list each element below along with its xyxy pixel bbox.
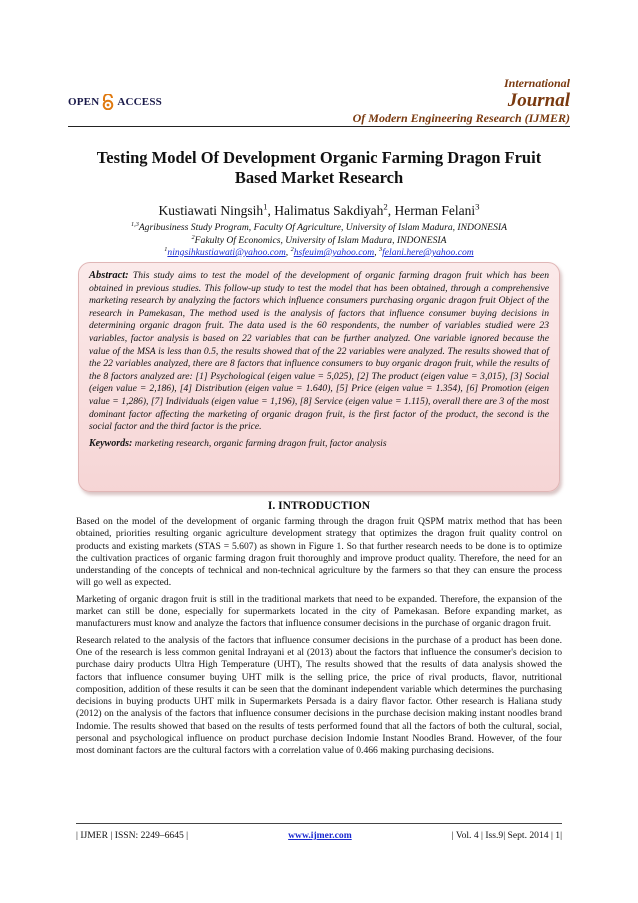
- journal-line-3: Of Modern Engineering Research (IJMER): [352, 111, 570, 125]
- abstract-text: This study aims to test the model of the development of organic farming dragon fruit which has been obtained in previous studies. This follow-up study to test the model that has been obtained, through a comprehensive marketing research by analyzing the factors which influence consumers purchasing organic dragon fruit Object of the research in Pamekasan, The method used is the analysis of factors that influence consumer buying decisions in determining organic dragon fruit. The data used is the 60 respondents, the number of variables studied were 23 variables, factor analysis is based on 22 variables that can be further analyzed. One variable ignored because the value of the MSA is less than 0.5, the results showed that of the 22 variables were analyzed. The results showed that of the 22 variables analyzed, there are 8 factors that influence consumers to buy organic dragon fruit, while the results of the 8 factors analyzed are: [1] Psychological (eigen value = 5,025), [2] The product (eigen value = 3,015), [3] Social (eigen value = 2,186), [4] Distribution (eigen value = 1.640), [5] Price (eigen value = 1.354), [6] Promotion (eigen value = 1,286), [7] Individuals (eigen value = 1,196), [8] Service (eigen value = 1.115), overall there are 3 of the most dominant factor affecting the marketing of organic dragon fruit, is the first factor of the product, the second is the social factor and the third factor is the price.: [89, 270, 549, 433]
- open-access-left: OPEN: [68, 96, 100, 108]
- email-link[interactable]: hsfeuim@yahoo.com: [293, 247, 375, 258]
- abstract-box: [78, 262, 560, 492]
- author-name: Kustiawati Ningsih: [158, 203, 264, 218]
- author-name: Halimatus Sakdiyah: [274, 203, 384, 218]
- keywords-label: Keywords:: [89, 437, 133, 449]
- affiliation-1: [70, 222, 568, 235]
- open-access-badge: [68, 94, 162, 110]
- email-sup: 3: [378, 245, 383, 253]
- affiliation-2: [70, 235, 568, 248]
- author-sup: 3: [475, 201, 480, 212]
- body-text: [76, 516, 562, 762]
- journal-line-2: Journal: [507, 90, 570, 111]
- keywords-text: marketing research, organic farming dragon fruit, factor analysis: [134, 437, 387, 449]
- title-line-1: Testing Model Of Development Organic Farming Dragon Fruit: [96, 148, 542, 167]
- affiliation-sup: 1,3: [131, 220, 139, 228]
- section-heading: I. INTRODUCTION: [267, 500, 371, 512]
- affiliation-sup: 2: [191, 233, 195, 241]
- email-sup: 2: [290, 245, 294, 253]
- affiliations: [70, 222, 568, 260]
- email-link[interactable]: felani.here@yahoo.com: [382, 247, 474, 258]
- email-sup: 1: [164, 245, 168, 253]
- header-divider: [68, 126, 570, 127]
- title-line-2: Based Market Research: [234, 168, 404, 187]
- footer-issn: | IJMER | ISSN: 2249–6645 |: [76, 830, 189, 841]
- paper-title: [70, 148, 568, 188]
- author-sup: 1: [263, 201, 268, 212]
- open-lock-icon: [101, 94, 115, 110]
- journal-header: [68, 76, 570, 136]
- email-link[interactable]: ningsihkustiawati@yahoo.com: [167, 247, 286, 258]
- author-list: Kustiawati Ningsih$^1$, Halimatus Sakdiyah$^2$, Herman Felani$^3$: [158, 201, 480, 218]
- footer-volume: | Vol. 4 | Iss.9| Sept. 2014 | 1|: [451, 830, 562, 841]
- abstract-label: Abstract:: [89, 270, 129, 281]
- journal-line-1: International: [503, 76, 570, 90]
- paragraph: Based on the model of the development of organic farming through the dragon fruit QSPM matrix method that has been obtained, priorities resulting organic agriculture development strategy that optimizes the dragon fruit quality control on products and existing markets (STAS = 5.607) as shown in Figure 1. So that further research needs to be done is to optimize the cultivation practices of organic farming dragon fruit thoroughly and improve product quality. Therefore, the need for an understanding of the concepts of technical and non-technical agriculture by the farmers so that they can ensure the process will go well as expected.: [76, 516, 562, 589]
- footer-website-link[interactable]: www.ijmer.com: [288, 830, 352, 841]
- journal-name: [353, 76, 570, 126]
- page-footer: [76, 830, 562, 841]
- open-access-right: ACCESS: [117, 96, 162, 108]
- affiliation-text: Fakulty Of Economics, University of Islam Madura, INDONESIA: [194, 234, 447, 246]
- keywords: [89, 438, 549, 449]
- author-emails: $^1$ningsihkustiawati@yahoo.com, $^2$hsfeuim@yahoo.com, $^3$felani.here@yahoo.com: [164, 245, 474, 258]
- paragraph: Marketing of organic dragon fruit is still in the traditional markets that need to be expanded. Therefore, the expansion of the market can still be done, especially for supermarkets located in the city of Pamekasan. Before expanding market, as manufacturers must know and analyze the factors that influence consumer decisions in the purchase of organic dragon fruit.: [76, 593, 562, 630]
- author-sup: 2: [383, 201, 388, 212]
- footer-divider: [76, 823, 562, 824]
- affiliation-text: Agribusiness Study Program, Faculty Of Agriculture, University of Islam Madura, INDONESIA: [138, 222, 507, 233]
- paragraph: Research related to the analysis of the factors that influence consumer decisions in the purchase of a product has been done. One of the research is less common genital Indrayani et al (2013) about the factors that influence the consumer's decision to purchase dairy products Ultra High Temperature (UHT), The results showed that the results of data analysis showed the factors that influence consumer buying UHT milk is the selling price, the price of rival products, flavor, nutritional composition, addition of these results it can be seen that the dominant independent variable which determines the purchasing decisions in buying products UHT milk in Supermarkets Persada is a dairy flavor factor. Other research is Haliana study (2012) on the analysis of the factors that influence consumer decisions in the purchase decision making instant noodles brand Indomie. The results showed that based on the results of tests performed found that all the factors of both the cultural, social, personal and psychological influence on product purchase decision Indomie Instant Noodles Brand. However, of the four most dominant factors are the cultural factors with a correlation value of 0.466 making purchasing decisions.: [76, 634, 562, 757]
- author-name: Herman Felani: [394, 203, 476, 218]
- abstract: [89, 270, 549, 434]
